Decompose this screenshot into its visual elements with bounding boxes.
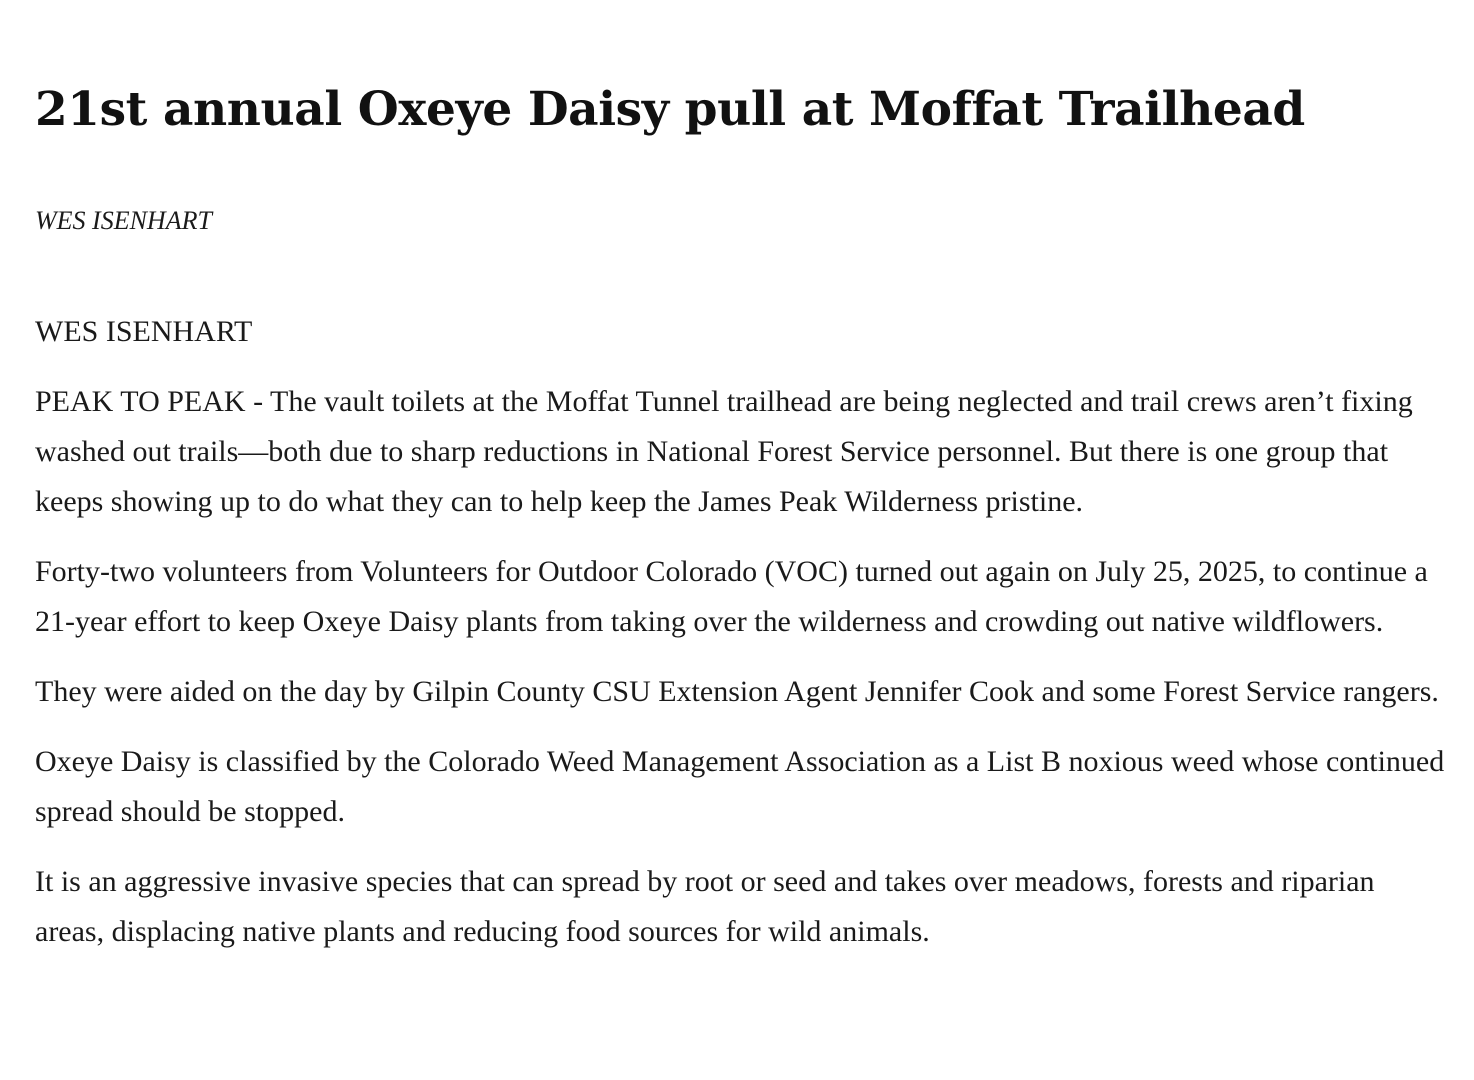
article-paragraph: WES ISENHART bbox=[35, 315, 253, 348]
article-body bbox=[35, 307, 1450, 977]
article-paragraph: PEAK TO PEAK - The vault toilets at the Moffat Tunnel trailhead are being neglected and trail crews aren’t fixing washed out trails—both due to sharp reductions in National Forest Service personnel. But there is one group that keeps showing up to do what they can to help keep the James Peak Wilderness pristine. bbox=[35, 385, 1413, 518]
article-headline: 21st annual Oxeye Daisy pull at Moffat Trailhead bbox=[35, 82, 1305, 137]
article-byline: WES ISENHART bbox=[35, 206, 212, 235]
article-paragraph: It is an aggressive invasive species that can spread by root or seed and takes over meadows, forests and riparian areas, displacing native plants and reducing food sources for wild animals. bbox=[35, 865, 1375, 948]
article-paragraph: Oxeye Daisy is classified by the Colorado Weed Management Association as a List B noxious weed whose continued spread should be stopped. bbox=[35, 745, 1445, 828]
article-paragraph: They were aided on the day by Gilpin County CSU Extension Agent Jennifer Cook and some Forest Service rangers. bbox=[35, 675, 1439, 708]
article-paragraph: Forty-two volunteers from Volunteers for Outdoor Colorado (VOC) turned out again on July 25, 2025, to continue a 21-year effort to keep Oxeye Daisy plants from taking over the wilderness and crowding out native wildflowers. bbox=[35, 555, 1428, 638]
